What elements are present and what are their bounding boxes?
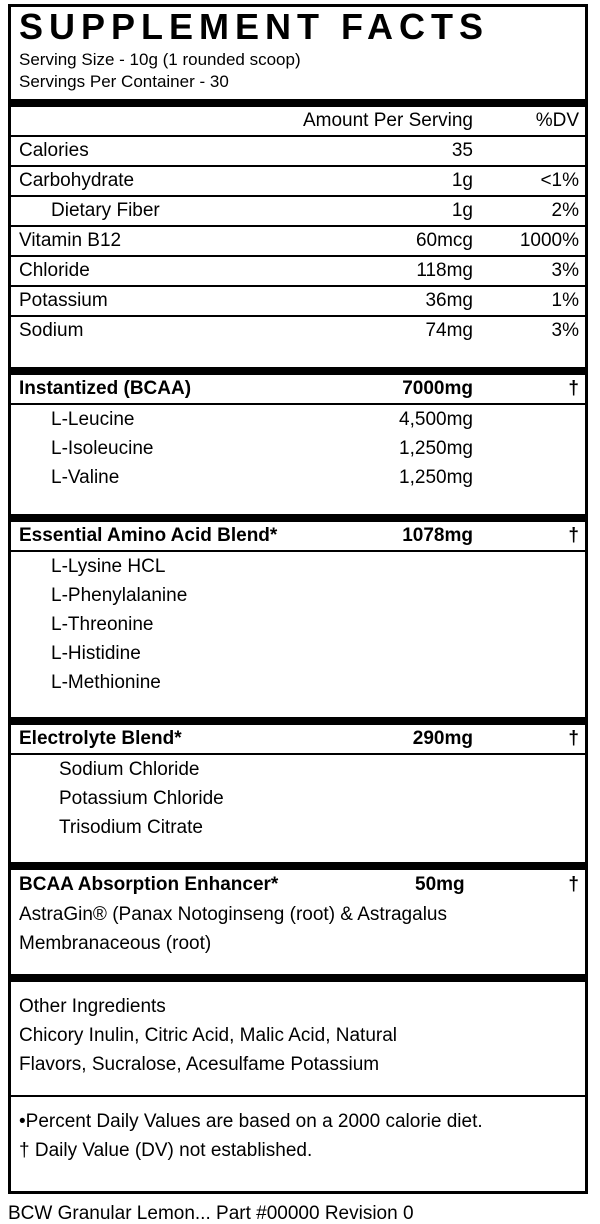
- enhancer-name: BCAA Absorption Enhancer*: [19, 874, 279, 895]
- enhancer-amount: 50mg: [415, 874, 465, 895]
- enhancer-description: Membranaceous (root): [19, 933, 212, 954]
- electrolyte-header: [11, 725, 585, 755]
- nutrient-name: Calories: [19, 140, 89, 161]
- ingredient-amount: 4,500mg: [399, 409, 473, 430]
- nutrient-amount: 118mg: [416, 260, 473, 281]
- panel-title: SUPPLEMENT FACTS: [19, 6, 490, 47]
- eaa-dv: †: [568, 525, 579, 546]
- electrolyte-name: Electrolyte Blend*: [19, 728, 182, 749]
- servings-per-container: Servings Per Container - 30: [19, 72, 229, 91]
- electrolyte-dv: †: [568, 728, 579, 749]
- list-item: [11, 405, 585, 434]
- nutrient-name: Carbohydrate: [19, 170, 135, 191]
- other-ingredients-line: Flavors, Sucralose, Acesulfame Potassium: [19, 1054, 380, 1075]
- list-item: Potassium Chloride: [59, 788, 224, 809]
- nutrient-name: Dietary Fiber: [51, 200, 160, 221]
- other-ingredients-heading: Other Ingredients: [19, 996, 166, 1017]
- list-item: L-Lysine HCL: [51, 556, 166, 577]
- nutrient-amount: 35: [451, 140, 473, 161]
- other-ingredients-line: Chicory Inulin, Citric Acid, Malic Acid, Natural: [19, 1025, 398, 1046]
- nutrient-row: [11, 317, 585, 345]
- nutrient-row: [11, 167, 585, 197]
- ingredient-amount: 1,250mg: [399, 467, 473, 488]
- list-item: L-Methionine: [51, 672, 161, 693]
- ingredient-name: L-Valine: [51, 467, 120, 488]
- nutrient-name: Potassium: [19, 290, 108, 311]
- nutrient-name: Vitamin B12: [19, 230, 122, 251]
- list-item: L-Threonine: [51, 614, 154, 635]
- nutrient-dv: 2%: [551, 200, 579, 221]
- dv-footnote: •Percent Daily Values are based on a 2000 calorie diet.: [19, 1111, 483, 1132]
- bcaa-header: [11, 375, 585, 405]
- list-item: L-Phenylalanine: [51, 585, 188, 606]
- ingredient-amount: 1,250mg: [399, 438, 473, 459]
- list-item: [11, 434, 585, 463]
- bcaa-name: Instantized (BCAA): [19, 378, 192, 399]
- serving-size: Serving Size - 10g (1 rounded scoop): [19, 50, 301, 69]
- nutrient-name: Sodium: [19, 320, 84, 341]
- enhancer-dv: †: [568, 874, 579, 895]
- bcaa-amount: 7000mg: [402, 378, 473, 399]
- nutrient-row: [11, 287, 585, 317]
- list-item: Trisodium Citrate: [59, 817, 203, 838]
- nutrient-row: [11, 137, 585, 167]
- dagger-footnote: † Daily Value (DV) not established.: [19, 1140, 313, 1161]
- nutrient-name: Chloride: [19, 260, 90, 281]
- column-header-row: [11, 107, 585, 137]
- eaa-name: Essential Amino Acid Blend*: [19, 525, 278, 546]
- nutrient-row: [11, 227, 585, 257]
- list-item: L-Histidine: [51, 643, 141, 664]
- nutrient-dv: 3%: [551, 260, 579, 281]
- footer-text: BCW Granular Lemon... Part #00000 Revision 0: [8, 1203, 414, 1224]
- enhancer-header: [11, 870, 585, 900]
- nutrient-row: [11, 197, 585, 227]
- supplement-facts-panel: [8, 4, 588, 1194]
- nutrient-amount: 1g: [451, 170, 473, 191]
- nutrient-dv: 1%: [551, 290, 579, 311]
- dv-header: %DV: [535, 110, 579, 131]
- eaa-amount: 1078mg: [402, 525, 473, 546]
- bcaa-dv: †: [568, 378, 579, 399]
- list-item: [11, 463, 585, 492]
- ingredient-name: L-Isoleucine: [51, 438, 154, 459]
- nutrient-dv: 3%: [551, 320, 579, 341]
- eaa-header: [11, 522, 585, 552]
- ingredient-name: L-Leucine: [51, 409, 135, 430]
- nutrient-dv: 1000%: [519, 230, 579, 251]
- nutrient-amount: 1g: [451, 200, 473, 221]
- list-item: Sodium Chloride: [59, 759, 200, 780]
- electrolyte-amount: 290mg: [412, 728, 473, 749]
- nutrient-amount: 74mg: [425, 320, 473, 341]
- enhancer-description: AstraGin® (Panax Notoginseng (root) & Astragalus: [19, 904, 447, 925]
- amount-header: Amount Per Serving: [302, 110, 473, 131]
- nutrient-row: [11, 257, 585, 287]
- nutrient-dv: <1%: [540, 170, 579, 191]
- nutrient-amount: 60mcg: [415, 230, 473, 251]
- nutrient-amount: 36mg: [425, 290, 473, 311]
